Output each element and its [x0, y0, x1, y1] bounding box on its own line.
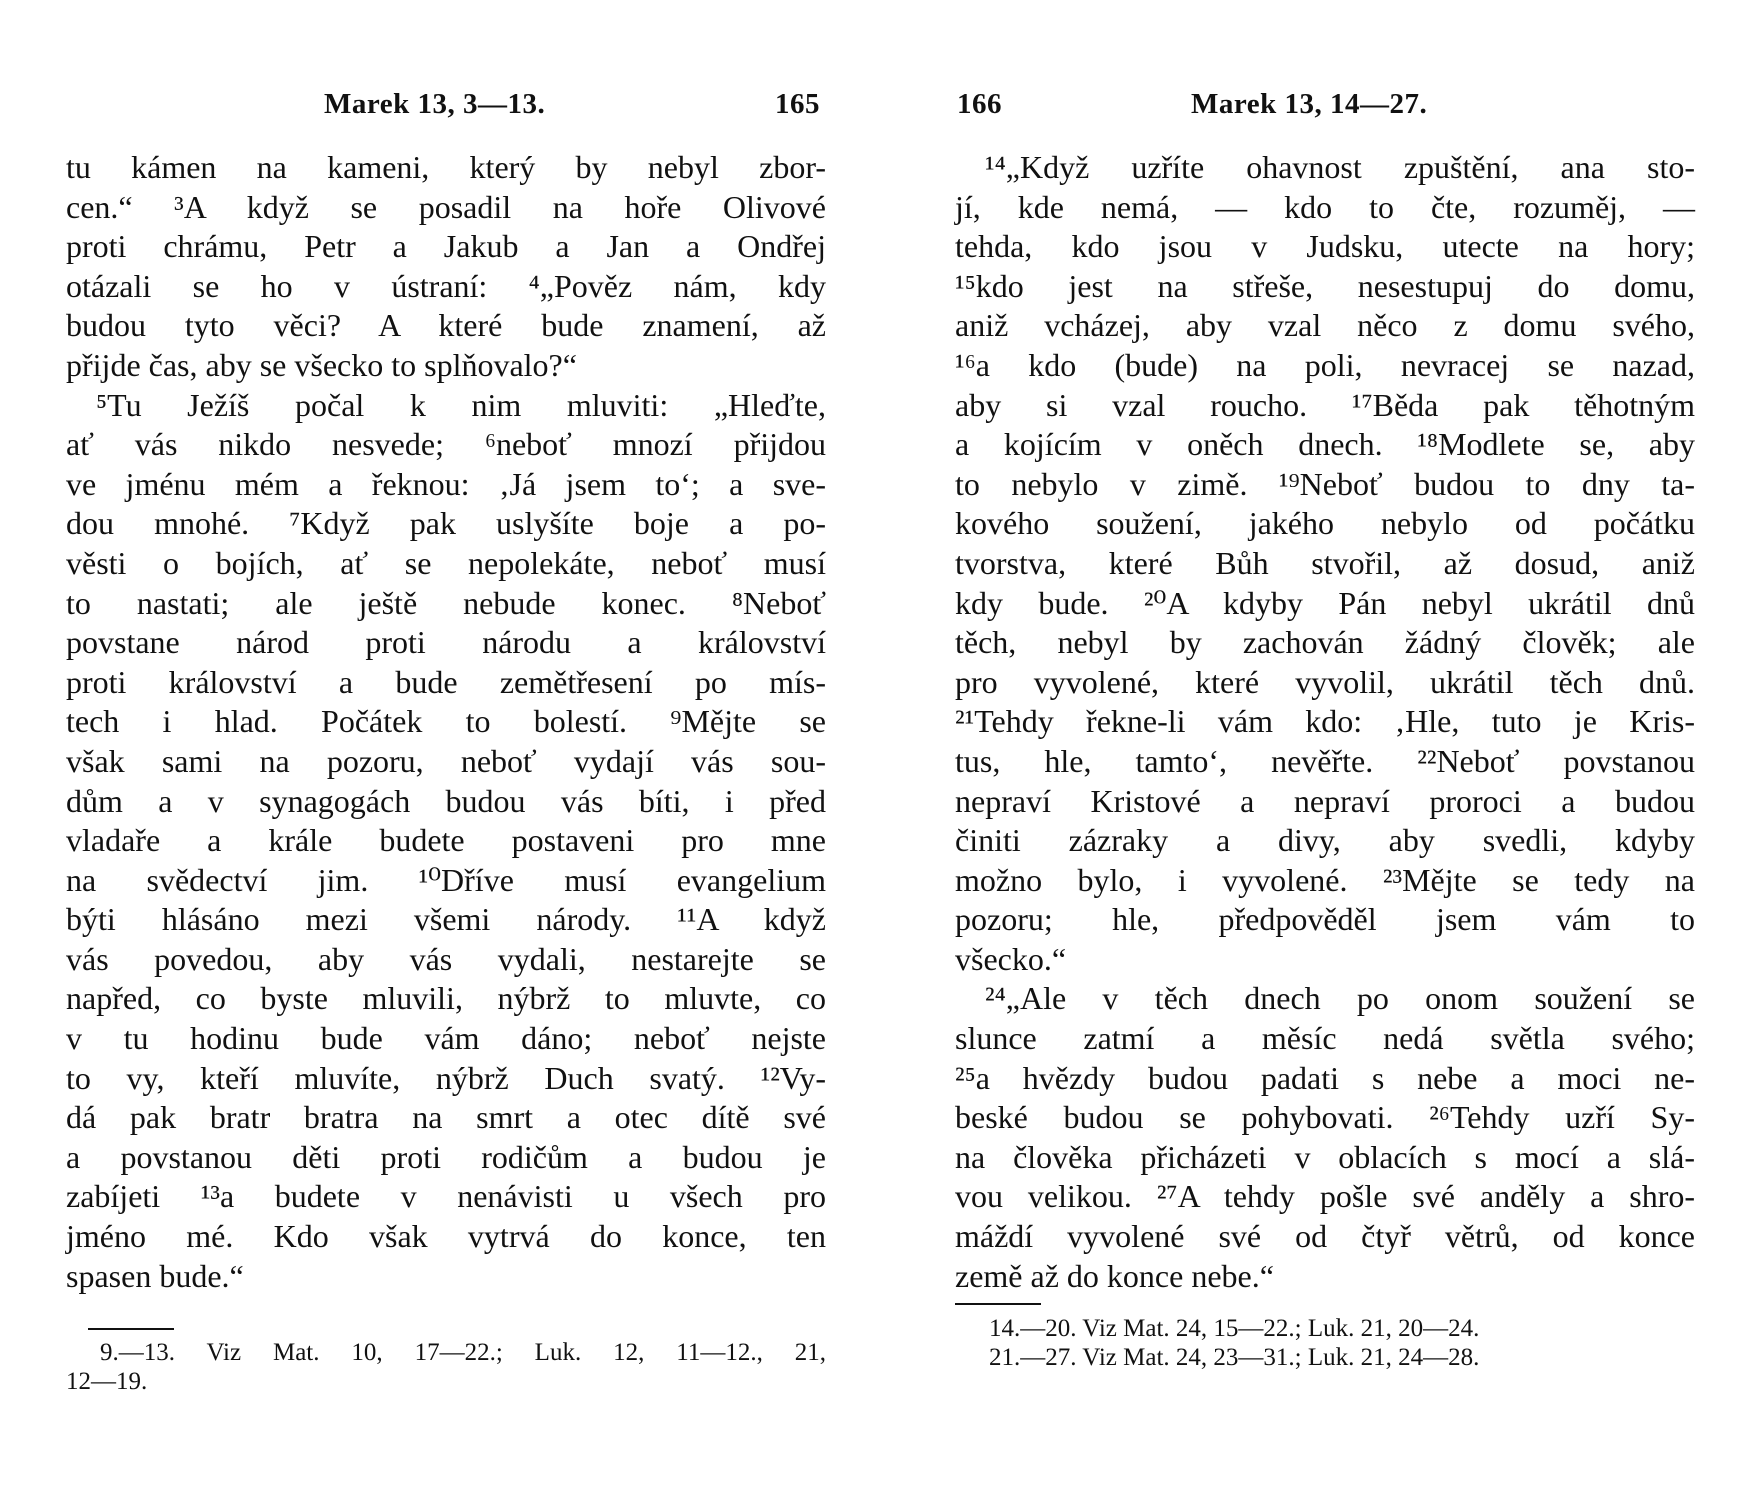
text-line: aniž vcházej, aby vzal něco z domu svého, [955, 307, 1695, 344]
footnote-line: 21.—27. Viz Mat. 24, 23—31.; Luk. 21, 24—28. [989, 1344, 1480, 1371]
body-text [955, 148, 1695, 1296]
text-line: budou tyto věci? A které bude znamení, až [66, 307, 826, 344]
text-line: dá pak bratr bratra na smrt a otec dítě své [66, 1099, 826, 1136]
text-line: tehda, kdo jsou v Judsku, utecte na hory; [955, 228, 1695, 265]
text-line: nepraví Kristové a nepraví proroci a budou [955, 782, 1695, 819]
text-line: a kojícím v oněch dnech. ¹⁸Modlete se, aby [955, 426, 1695, 463]
text-line: pro vyvolené, které vyvolil, ukrátil těch dnů. [955, 663, 1695, 700]
text-line: to nastati; ale ještě nebude konec. ⁸Neboť [66, 584, 826, 621]
text-line: to vy, kteří mluvíte, nýbrž Duch svatý. ¹²Vy- [66, 1059, 826, 1096]
text-line: dům a v synagogách budou vás bíti, i před [66, 782, 826, 819]
text-line: povstane národ proti národu a království [66, 624, 826, 661]
text-line: zabíjeti ¹³a budete v nenávisti u všech pro [66, 1178, 826, 1215]
right-page [955, 0, 1695, 1500]
text-line: na svědectví jim. ¹⁰Dříve musí evangelium [66, 861, 826, 898]
footnote-rule [955, 1303, 1041, 1305]
text-line: napřed, co byste mluvili, nýbrž to mluvte, co [66, 980, 826, 1017]
text-line: těch, nebyl by zachován žádný člověk; ale [955, 624, 1695, 661]
text-line: přijde čas, aby se všecko to splňovalo?“ [66, 346, 577, 383]
footnote-line: 12—19. [66, 1368, 148, 1395]
text-line: vladaře a krále budete postaveni pro mne [66, 822, 826, 859]
text-line: vou velikou. ²⁷A tehdy pošle své anděly a shro- [955, 1178, 1695, 1215]
text-line: proti království a bude zemětřesení po mís- [66, 663, 826, 700]
text-line: slunce zatmí a měsíc nedá světla svého; [955, 1020, 1695, 1057]
footnote-rule [88, 1328, 174, 1330]
text-line: vás povedou, aby vás vydali, nestarejte se [66, 940, 826, 977]
text-line: ve jménu mém a řeknou: ‚Já jsem to‘; a svе- [66, 465, 826, 502]
running-head [955, 88, 1695, 128]
running-title: Marek 13, 3—13. [324, 88, 546, 120]
text-line: jí, kde nemá, — kdo to čte, rozuměj, — [955, 188, 1695, 225]
text-line: ¹⁵kdo jest na střeše, nesestupuj do domu, [955, 267, 1695, 304]
text-line: v tu hodinu bude vám dáno; neboť nejste [66, 1020, 826, 1057]
text-line: a povstanou děti proti rodičům a budou je [66, 1138, 826, 1175]
text-line: všecko.“ [955, 940, 1067, 977]
text-line: dou mnohé. ⁷Když pak uslyšíte boje a po- [66, 505, 826, 542]
text-line: možno bylo, i vyvolené. ²³Mějte se tedy na [955, 861, 1695, 898]
text-line: spasen bude.“ [66, 1257, 244, 1294]
text-line: tus, hle, tamto‘, nevěřte. ²²Neboť povstanou [955, 742, 1695, 779]
footnote-line: 9.—13. Viz Mat. 10, 17—22.; Luk. 12, 11—12., 21, [100, 1339, 826, 1366]
text-line: však sami na pozoru, neboť vydají vás sou- [66, 742, 826, 779]
text-line: ²¹Tehdy řekne-li vám kdo: ‚Hle, tuto je Kris- [955, 703, 1695, 740]
text-line: činiti zázraky a divy, aby svedli, kdyby [955, 822, 1695, 859]
text-line: máždí vyvolené své od čtyř větrů, od konce [955, 1218, 1695, 1255]
running-head [66, 88, 826, 128]
text-line: tech i hlad. Počátek to bolestí. ⁹Mějte se [66, 703, 826, 740]
text-line: ¹⁶a kdo (bude) na poli, nevracej se nazad, [955, 346, 1695, 383]
text-line: věsti o bojích, ať se nepolekáte, neboť musí [66, 544, 826, 581]
text-line: to nebylo v zimě. ¹⁹Neboť budou to dny ta- [955, 465, 1695, 502]
footnotes [66, 1338, 826, 1396]
footnote-line: 14.—20. Viz Mat. 24, 15—22.; Luk. 21, 20—24. [989, 1315, 1480, 1342]
text-line: tu kámen na kameni, který by nebyl zbor- [66, 149, 826, 185]
text-line: ²⁴„Ale v těch dnech po onom soužení se [985, 980, 1695, 1017]
text-line: ¹⁴„Když uzříte ohavnost zpuštění, ana sto- [985, 149, 1695, 185]
text-line: na člověka přicházeti v oblacích s mocí a slá- [955, 1138, 1695, 1175]
footnotes [955, 1314, 1695, 1372]
running-title: Marek 13, 14—27. [1191, 88, 1428, 120]
text-line: cen.“ ³A když se posadil na hoře Olivové [66, 188, 826, 225]
text-line: býti hlásáno mezi všemi národy. ¹¹A když [66, 901, 826, 938]
text-line: pozoru; hle, předpověděl jsem vám to [955, 901, 1695, 938]
text-line: beské budou se pohybovati. ²⁶Tehdy uzří Sy- [955, 1099, 1695, 1136]
text-line: proti chrámu, Petr a Jakub a Jan a Ondřej [66, 228, 826, 265]
body-text [66, 148, 826, 1296]
text-line: kového soužení, jakého nebylo od počátku [955, 505, 1695, 542]
text-line: ²⁵a hvězdy budou padati s nebe a moci ne- [955, 1059, 1695, 1096]
text-line: aby si vzal roucho. ¹⁷Běda pak těhotným [955, 386, 1695, 423]
page-number: 166 [957, 88, 1002, 120]
text-line: jméno mé. Kdo však vytrvá do konce, ten [66, 1218, 826, 1255]
text-line: ať vás nikdo nesvede; ⁶neboť mnozí přijdou [66, 426, 826, 463]
left-page [66, 0, 826, 1500]
text-line: tvorstva, které Bůh stvořil, až dosud, aniž [955, 544, 1695, 581]
page-number: 165 [775, 88, 820, 120]
text-line: kdy bude. ²⁰A kdyby Pán nebyl ukrátil dnů [955, 584, 1695, 621]
text-line: otázali se ho v ústraní: ⁴„Pověz nám, kdy [66, 267, 826, 304]
text-line: země až do konce nebe.“ [955, 1257, 1274, 1294]
text-line: ⁵Tu Ježíš počal k nim mluviti: „Hleďte, [96, 386, 826, 423]
